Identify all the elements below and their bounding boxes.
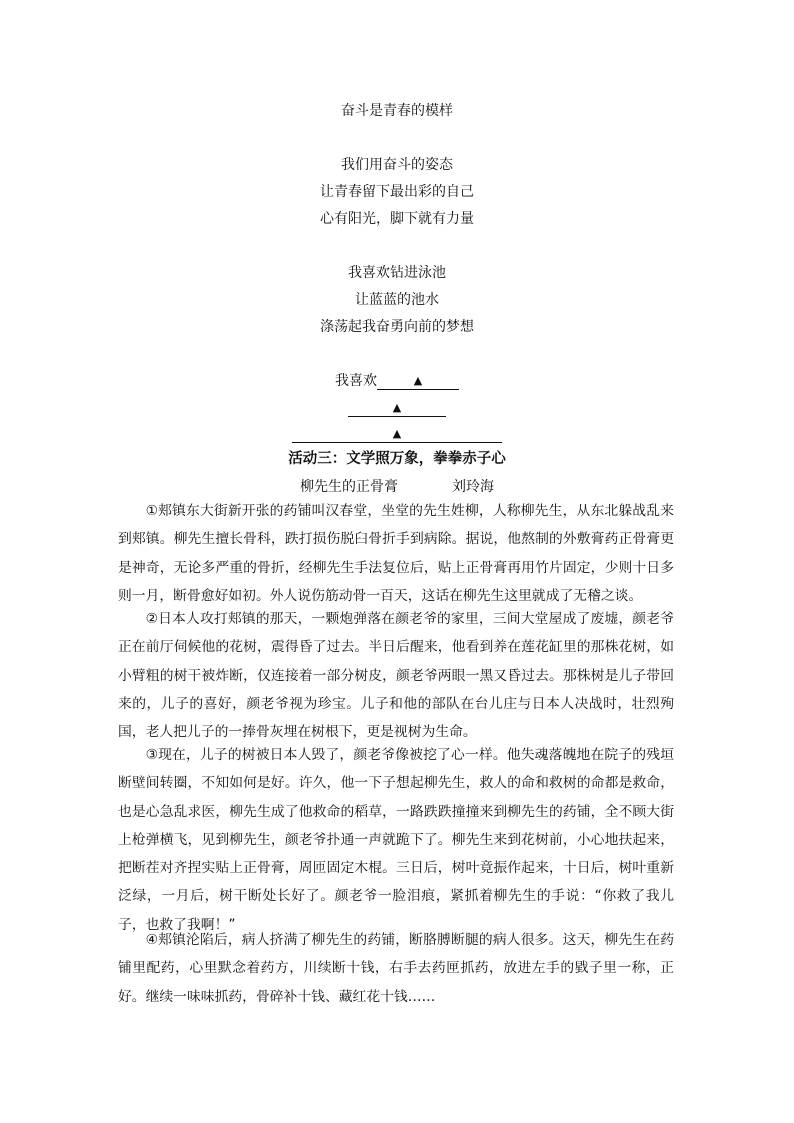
poem-title: 奋斗是青春的模样	[341, 103, 453, 119]
story-paragraph-1: ①郏镇东大街新开张的药铺叫汉春堂，坐堂的先生姓柳，人称柳先生，从东北躲战乱来到郏镇。柳先生擅长骨科，跌打损伤脱臼骨折手到病除。据说，他熬制的外敷膏药正骨膏更是神奇，无论多严重的骨折，经柳先生手法复位后，贴上正骨膏再用竹片固定，少则十日多则一月，断骨愈好如初。外人说伤筋动骨一百天，这话在柳先生这里就成了无稽之谈。	[118, 503, 674, 604]
fill-in-line-3	[0, 424, 794, 444]
poem-line: 我喜欢钻进泳池	[348, 265, 446, 281]
poem-line: 让青春留下最出彩的自己	[320, 184, 474, 200]
poem-line: 让蓝蓝的池水	[355, 292, 439, 308]
triangle-marker: ▲	[413, 374, 423, 387]
answer-blank[interactable]	[292, 427, 502, 443]
fill-in-line-1	[0, 371, 794, 391]
poem-line: 涤荡起我奋勇向前的梦想	[320, 319, 474, 335]
poem-line: 我们用奋斗的姿态	[341, 157, 453, 173]
answer-blank[interactable]	[377, 374, 459, 390]
story-paragraph-2: ②日本人攻打郏镇的那天，一颗炮弹落在颜老爷的家里，三间大堂屋成了废墟，颜老爷正在前厅伺候他的花树，震得昏了过去。半日后醒来，他看到养在莲花缸里的那株花树，如小臂粗的树干被炸断，仅连接着一部分树皮，颜老爷两眼一黑又昏过去。那株树是儿子带回来的，儿子的喜好，颜老爷视为珍宝。儿子和他的部队在台儿庄与日本人决战时，壮烈殉国，老人把儿子的一捧骨灰埋在树根下，更是视树为生命。	[118, 611, 674, 741]
story-byline	[0, 477, 794, 497]
story-title: 柳先生的正骨膏	[300, 479, 398, 495]
fill-prefix: 我喜欢	[335, 373, 377, 389]
activity-heading: 活动三：文学照万象，拳拳赤子心	[288, 451, 506, 467]
story-author: 刘玲海	[452, 479, 494, 495]
story-paragraph-3: ③现在，儿子的树被日本人毁了，颜老爷像被挖了心一样。他失魂落魄地在院子的残垣断壁间转圈，不知如何是好。许久，他一下子想起柳先生，救人的命和救树的命都是救命，也是心急乱求医，柳先生成了他救命的稻草，一路跌跌撞撞来到柳先生的药铺，全不顾大街上枪弹横飞，见到柳先生，颜老爷扑通一声就跪下了。柳先生来到花树前，小心地扶起来，把断茬对齐捏实贴上正骨膏，周匝固定木棍。三日后，树叶竟振作起来，十日后，树叶重新泛绿，一月后，树干断处长好了。颜老爷一脸泪痕，紧抓着柳先生的手说：“你救了我儿子，也救了我啊！”	[118, 747, 674, 933]
story-paragraph-4: ④郏镇沦陷后，病人挤满了柳先生的药铺，断胳膊断腿的病人很多。这天，柳先生在药铺里配药，心里默念着药方，川续断十钱，右手去药匣抓药，放进左手的戥子里一称，正好。继续一味味抓药，骨碎补十钱、藏红花十钱……	[118, 932, 674, 1005]
triangle-marker: ▲	[392, 427, 402, 440]
answer-blank[interactable]	[348, 401, 446, 417]
triangle-marker: ▲	[392, 401, 402, 414]
poem-line: 心有阳光，脚下就有力量	[320, 211, 474, 227]
fill-in-line-2	[0, 398, 794, 418]
